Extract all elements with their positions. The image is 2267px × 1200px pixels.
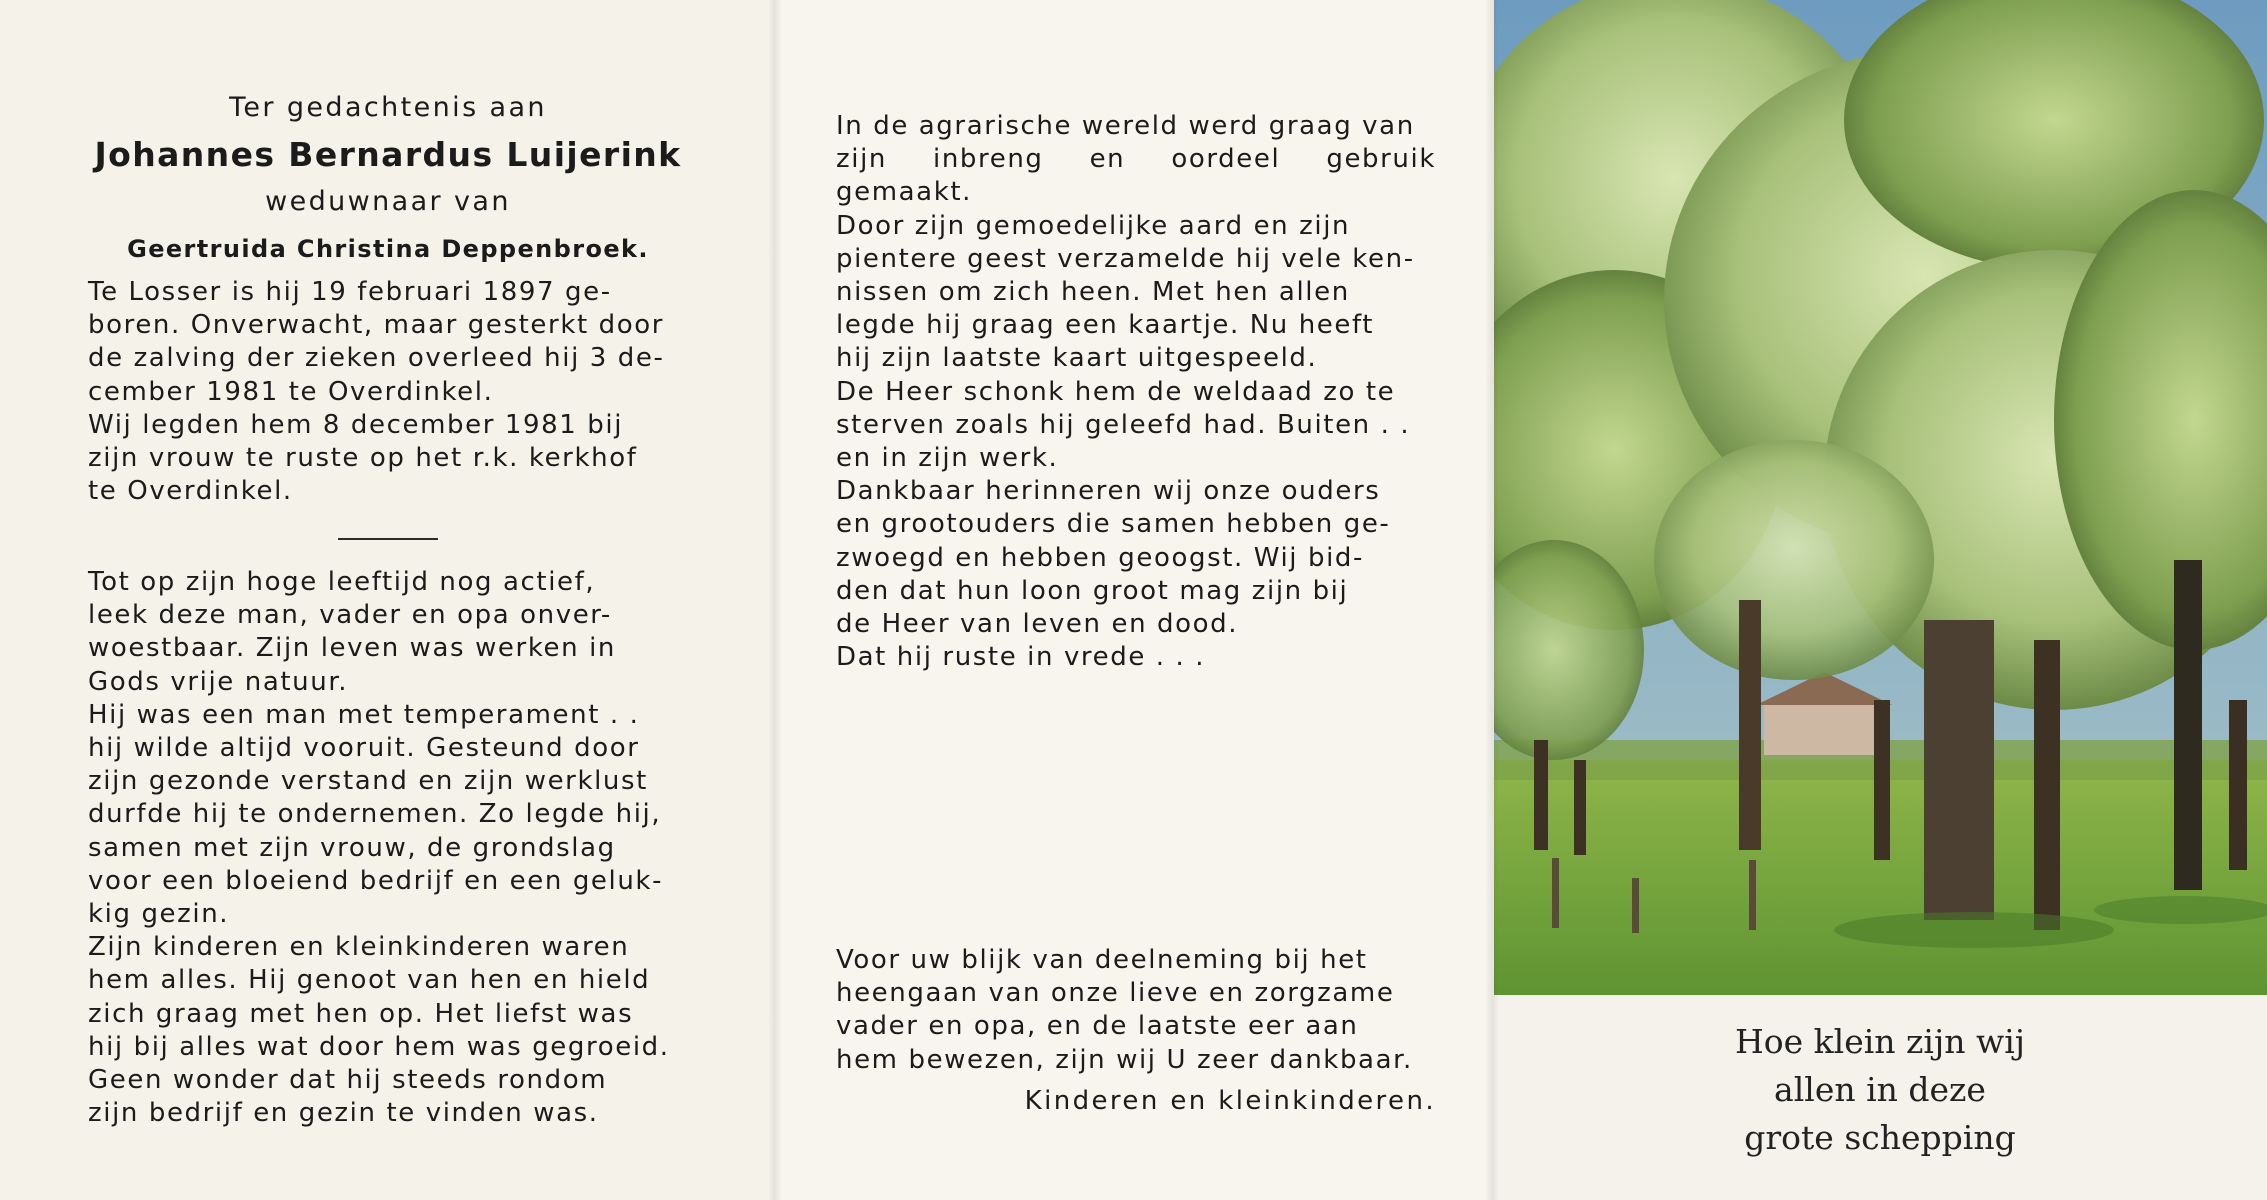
divider-line — [338, 538, 438, 540]
text-line: Dat hij ruste in vrede . . . — [836, 642, 1206, 673]
text-line: leek deze man, vader en opa onver- — [88, 600, 612, 631]
text-line: Dankbaar herinneren wij onze ouders — [836, 476, 1381, 507]
life-story-paragraph — [88, 566, 688, 1130]
text-line: cember 1981 te Overdinkel. — [88, 376, 494, 407]
caption-line: Hoe klein zijn wij — [1735, 1022, 2025, 1061]
photo-caption — [1493, 1018, 2267, 1162]
text-line: Geen wonder dat hij steeds rondom — [88, 1065, 608, 1096]
deceased-name: Johannes Bernardus Luijerink — [94, 135, 682, 174]
text-line: Hij was een man met temperament . . — [88, 699, 640, 730]
text-line: vader en opa, en de laatste eer aan — [836, 1011, 1359, 1042]
fold-crease — [768, 0, 782, 1200]
text-line: durfde hij te ondernemen. Zo legde hij, — [88, 799, 662, 830]
text-line: hij zijn laatste kaart uitgespeeld. — [836, 343, 1318, 374]
fold-crease — [1485, 0, 1499, 1200]
relation-text: weduwnaar van — [265, 186, 511, 217]
landscape-photo — [1494, 0, 2267, 995]
text-line: Gods vrije natuur. — [88, 666, 349, 697]
text-line: sterven zoals hij geleefd had. Buiten . . — [836, 409, 1411, 440]
text-line: zijn bedrijf en gezin te vinden was. — [88, 1098, 599, 1129]
text-line: kig gezin. — [88, 899, 230, 930]
caption-line: grote schepping — [1744, 1118, 2016, 1157]
text-line: Wij legden hem 8 december 1981 bij — [88, 409, 624, 440]
text-line: hij bij alles wat door hem was gegroeid. — [88, 1031, 670, 1062]
text-line: zwoegd en hebben geoogst. Wij bid- — [836, 542, 1364, 573]
text-line: Voor uw blijk van deelneming bij het — [836, 945, 1368, 975]
text-line: nissen om zich heen. Met hen allen — [836, 277, 1350, 308]
text-line: hem alles. Hij genoot van hen en hield — [88, 965, 651, 996]
dedication-header — [88, 88, 688, 268]
text-line: woestbaar. Zijn leven was werken in — [88, 633, 616, 664]
text-line: de zalving der zieken overleed hij 3 de- — [88, 343, 665, 374]
text-line: Te Losser is hij 19 februari 1897 ge- — [88, 277, 612, 307]
text-line: de Heer van leven en dood. — [836, 609, 1239, 640]
text-line: Door zijn gemoedelijke aard en zijn — [836, 210, 1351, 241]
text-line: voor een bloeiend bedrijf en een geluk- — [88, 865, 664, 896]
text-line: Zijn kinderen en kleinkinderen waren — [88, 932, 630, 963]
text-line: en grootouders die samen hebben ge- — [836, 509, 1391, 540]
tribute-paragraph — [836, 110, 1436, 674]
text-line: In de agrarische wereld werd graag van — [836, 111, 1415, 141]
text-line: Tot op zijn hoge leeftijd nog actief, — [88, 567, 596, 597]
text-line: hem bewezen, zijn wij U zeer dankbaar. — [836, 1044, 1413, 1075]
text-line: en in zijn werk. — [836, 443, 1059, 474]
text-line: pientere geest verzamelde hij vele ken- — [836, 243, 1415, 274]
text-line: samen met zijn vrouw, de grondslag — [88, 832, 616, 863]
text-line: te Overdinkel. — [88, 476, 293, 507]
text-line: zijn vrouw te ruste op het r.k. kerkhof — [88, 443, 638, 474]
middle-panel — [775, 0, 1493, 1200]
text-line: legde hij graag een kaartje. Nu heeft — [836, 310, 1375, 341]
text-line: heengaan van onze lieve en zorgzame — [836, 978, 1395, 1009]
text-line: zijn inbreng en oordeel gebruik gemaakt. — [836, 144, 1436, 208]
text-line: zich graag met hen op. Het liefst was — [88, 998, 634, 1029]
text-line: zijn gezonde verstand en zijn werklust — [88, 766, 648, 797]
biography-paragraph — [88, 276, 688, 508]
text-line: den dat hun loon groot mag zijn bij — [836, 575, 1349, 606]
text-line: boren. Onverwacht, maar gesterkt door — [88, 310, 665, 341]
text-line: hij wilde altijd vooruit. Gesteund door — [88, 733, 640, 764]
caption-line: allen in deze — [1774, 1070, 1986, 1109]
spouse-name: Geertruida Christina Deppenbroek. — [127, 235, 649, 263]
family-signature: Kinderen en kleinkinderen. — [1024, 1086, 1436, 1116]
text-line: De Heer schonk hem de weldaad zo te — [836, 376, 1396, 407]
left-panel — [0, 0, 775, 1200]
thank-you-paragraph — [836, 944, 1436, 1077]
intro-text: Ter gedachtenis aan — [229, 92, 547, 123]
